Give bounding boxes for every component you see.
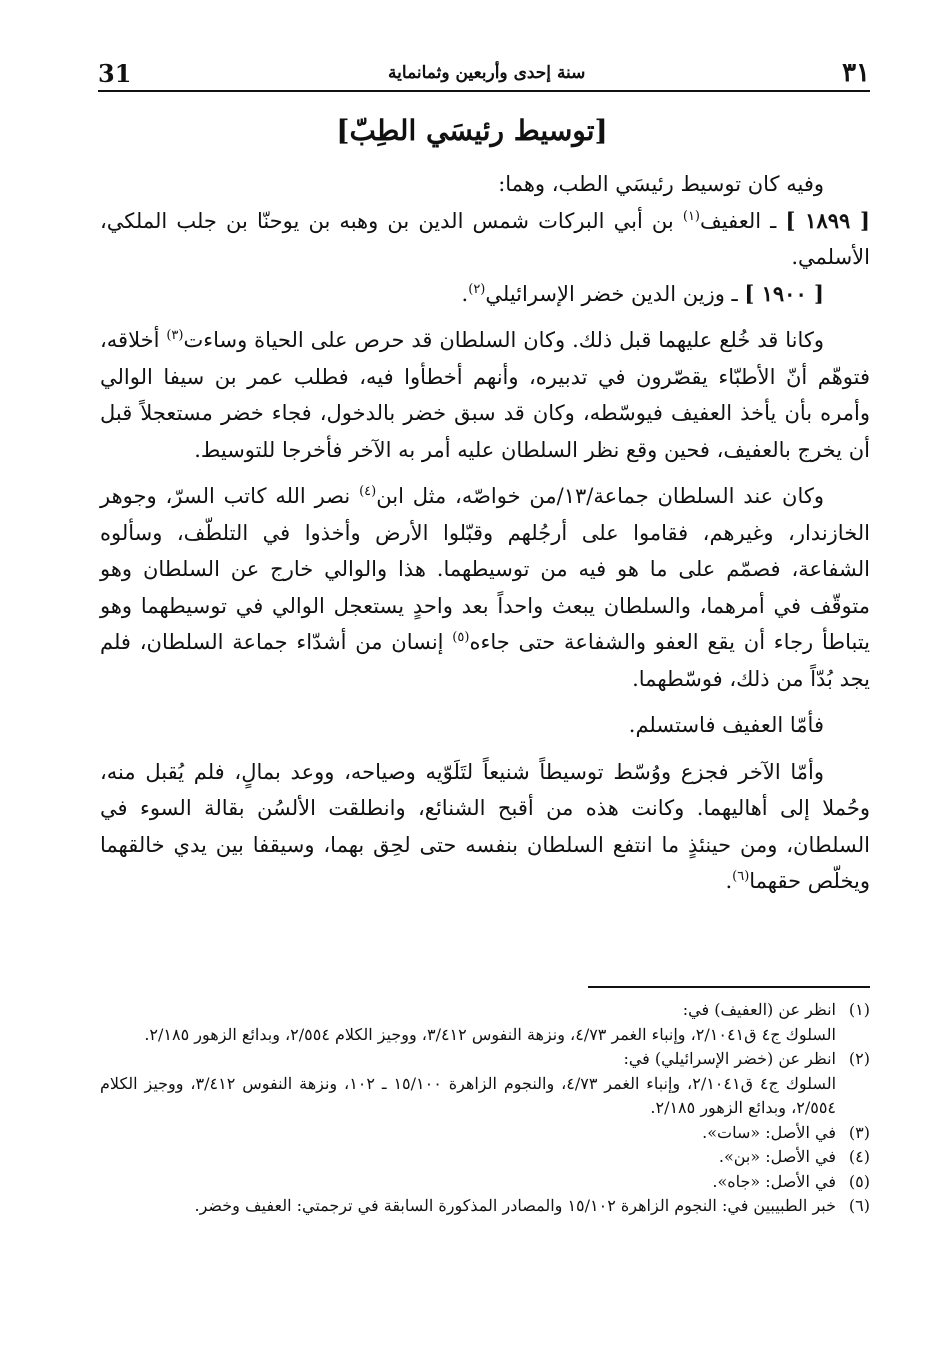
footnote-line: في الأصل: «جاه». — [712, 1171, 836, 1191]
entry-text: ـ وزين الدين خضر الإسرائيلي — [485, 281, 738, 306]
footnote-number: (٤) — [848, 1147, 870, 1166]
main-text — [100, 166, 870, 900]
footnote — [100, 1121, 870, 1146]
footnote-line: خبر الطبيبين في: النجوم الزاهرة ١٥/١٠٢ والمصادر المذكورة السابقة في ترجمتي: العفيف وخضر. — [194, 1196, 836, 1215]
footnote-ref: (٦) — [732, 869, 750, 884]
footnote-line: السلوك ج٤ ق٢/١٠٤١، وإنباء الغمر ٤/٧٣، والنجوم الزاهرة ١٥/١٠٠ ـ ١٠٢، ونزهة النفوس ٣/٤١٢، ووجيز الكلام ٢/٥٥٤، وبدائع الزهور ٢/١٨٥. — [100, 1073, 837, 1117]
section-title: [توسيط رئيسَي الطِبّ] — [336, 114, 608, 147]
entry-1900 — [100, 276, 870, 313]
footnote-separator — [588, 986, 870, 988]
entry-number: [ ١٩٠٠ ] — [744, 280, 824, 306]
running-head — [98, 56, 870, 92]
entry-text: بن أبي البركات شمس الدين بن وهبه بن يوحنّا بن جلب الملكي، الأسلمي. — [100, 208, 870, 269]
entry-1899 — [100, 203, 870, 276]
page-number-arabic: ٣١ — [842, 58, 870, 88]
footnote-number: (٣) — [848, 1122, 870, 1142]
footnote-number: (١) — [848, 1000, 870, 1019]
footnote-ref: (٥) — [452, 630, 470, 645]
footnote-number: (٢) — [848, 1049, 870, 1068]
footnotes — [100, 998, 870, 1219]
footnote-ref: (٢) — [468, 281, 486, 297]
paragraph-text: نصر الله كاتب السرّ، وجوهر الخازندار، وغيرهم، فقاموا على أرجُلهم وقبّلوا الأرض وأخذوا في التلطّف، وسألوه الشفاعة، فصمّم على ما هو فيه من توسيطهما. هذا والوالي خارج عن السلطان وهو متوقّف في أمرهما، والسلطان يبعث واحداً بعد واحدٍ يستعجل الوالي في توسيطهما وهو يتباطأ رجاء أن يقع العفو والشفاعة حتى جاءه — [100, 484, 870, 654]
footnote-line: السلوك ج٤ ق٢/١٠٤١، وإنباء الغمر ٤/٧٣، ونزهة النفوس ٣/٤١٢، ووجيز الكلام ٢/٥٥٤، وبدائع الزهور ٢/١٨٥. — [144, 1024, 836, 1044]
paragraph-text: إنسان من أشدّاء جماعة السلطان، فلم يجد بُدّاً من ذلك، فوسّطهما. — [100, 630, 870, 691]
footnote — [100, 998, 870, 1047]
running-title: سنة إحدى وأربعين وثمانماية — [388, 63, 586, 83]
footnote-ref: (٣) — [166, 328, 184, 343]
paragraph-4 — [100, 754, 870, 900]
entry-number: [ ١٨٩٩ ] — [785, 207, 870, 233]
paragraph-text: وأمّا الآخر فجزع ووُسّط توسيطاً شنيعاً لتَلَوّيه وصياحه، ووعد بمالٍ، فلم يُقبل منه، وحُملا إلى أهاليهما. وكانت هذه من أقبح الشنائع، وانطلقت الألسُن بقالة السوء في السلطان، ومن حينئذٍ ما انتفع السلطان بنفسه حتى لحِق بهما، وسيقفا بين يدي خالقهما ويخلّص حقهما — [100, 759, 870, 893]
footnote — [100, 1194, 870, 1219]
footnote — [100, 1170, 870, 1195]
paragraph-text: وكانا قد خُلع عليهما قبل ذلك. وكان السلطان قد حرص على الحياة وساءت — [183, 328, 824, 352]
footnote — [100, 1145, 870, 1170]
footnote-number: (٥) — [848, 1171, 870, 1191]
paragraph-text: أخلاقه، فتوهّم أنّ الأطبّاء يقصّرون في تدبيره، وأنهم أخطأوا فيه، فطلب عمر بن سيفا الوالي وأمره بأن يأخذ العفيف فيوسّطه، وكان قد سبق خضر بالدخول، فجاء خضر مستعجلاً قبل أن يخرج بالعفيف، فحين وقع نظر السلطان عليه أمر به الآخر فأخرجا للتوسيط. — [100, 328, 870, 462]
paragraph-2 — [100, 478, 870, 697]
paragraph-1 — [100, 322, 870, 468]
page-number-latin: 31 — [98, 58, 132, 88]
entry-text: ـ العفيف — [700, 208, 777, 233]
paragraph-text: وكان عند السلطان جماعة/١٣/من خواصّه، مثل ابن — [376, 484, 824, 508]
footnote — [100, 1047, 870, 1121]
footnote-number: (٦) — [848, 1196, 870, 1215]
paragraph-text: . — [725, 869, 733, 893]
entry-text: . — [461, 281, 469, 306]
footnote-ref: (١) — [682, 208, 700, 224]
footnote-line: انظر عن (العفيف) في: — [682, 1000, 836, 1019]
paragraph-3: فأمّا العفيف فاستسلم. — [628, 713, 824, 737]
intro-paragraph: وفيه كان توسيط رئيسَي الطب، وهما: — [498, 172, 824, 196]
footnote-line: في الأصل: «سات». — [702, 1122, 836, 1142]
footnote-ref: (٤) — [359, 484, 377, 499]
footnote-line: في الأصل: «بن». — [718, 1147, 836, 1166]
footnote-line: انظر عن (خضر الإسرائيلي) في: — [623, 1049, 836, 1068]
